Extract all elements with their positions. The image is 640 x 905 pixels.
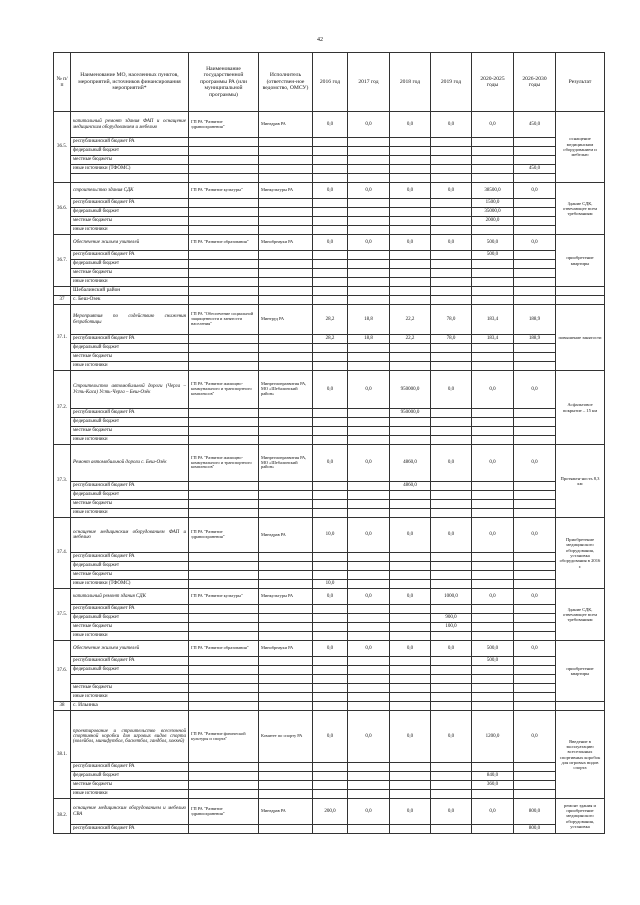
source-label: республиканский бюджет РА — [71, 251, 189, 260]
cell-value: 4860,0 — [390, 482, 431, 491]
executor: Минкультуры РА — [259, 183, 313, 199]
value-2026: 0,0 — [514, 371, 556, 409]
value-2026: 0,0 — [514, 518, 556, 553]
section-title: с. Беш-Озек — [71, 296, 189, 305]
table-row — [54, 641, 605, 657]
measure-name: Обеспечение жильем учителей — [71, 641, 189, 657]
result: Приобретение медицинского оборудования, установка оборудования в 2016 г. — [556, 518, 605, 589]
measure-name: капитальный ремонт здания СДК — [71, 589, 189, 605]
table-row — [54, 763, 605, 772]
value-2020: 0,0 — [472, 799, 514, 825]
program-name: ГП РА "Развитие культуры" — [189, 589, 259, 605]
cell-value: 900,0 — [431, 614, 472, 623]
value-2020: 0,0 — [472, 589, 514, 605]
source-label: федеральный бюджет — [71, 208, 189, 217]
table-row — [54, 482, 605, 491]
value-2017: 0,0 — [348, 641, 390, 657]
table-row — [54, 305, 605, 335]
row-number: 36.6. — [54, 183, 71, 235]
col-2017: 2017 год — [348, 53, 390, 112]
col-num: № п/п — [54, 53, 71, 112]
measure-name: проектирование и строительство всесезонной спортивной коробки для игровых видов спорта (волейбол, минифутбол, баскетбол, гандбол, хоккей) — [71, 711, 189, 763]
value-2018: 0,0 — [390, 799, 431, 825]
district-row — [54, 287, 605, 296]
table-row — [54, 711, 605, 763]
source-label: местные бюджеты — [71, 500, 189, 509]
executor: Минобрнауки РА — [259, 235, 313, 251]
cell-value: 183,4 — [472, 335, 514, 344]
table-row — [54, 418, 605, 427]
col-2020-2025: 2020-2025 годы — [472, 53, 514, 112]
table-row — [54, 657, 605, 666]
table-row — [54, 509, 605, 518]
table-row — [54, 666, 605, 675]
table-row — [54, 208, 605, 217]
value-2017: 0,0 — [348, 589, 390, 605]
table-row — [54, 199, 605, 208]
value-2019: 1000,0 — [431, 589, 472, 605]
measure-name: Мероприятия по содействию снижения безработицы — [71, 305, 189, 335]
measure-name: оснащение медицинским оборудованием ФАП и мебелью — [71, 518, 189, 553]
program-name: ГП РА "Развитие культуры" — [189, 183, 259, 199]
table-row — [54, 226, 605, 235]
table-row — [54, 409, 605, 418]
source-label: федеральный бюджет — [71, 562, 189, 571]
program-name: ГП РА "Развитие жилищно-коммунального и транспортного комплексов" — [189, 445, 259, 482]
value-2020: 183,4 — [472, 305, 514, 335]
value-2017: 0,0 — [348, 445, 390, 482]
value-2018: 0,0 — [390, 112, 431, 138]
source-label: федеральный бюджет — [71, 666, 189, 675]
row-number: 37.6. — [54, 641, 71, 702]
program-table — [53, 52, 605, 834]
cell-value: 450,0 — [514, 165, 556, 174]
source-label: иные источники (ТФОМС) — [71, 580, 189, 589]
program-name: ГП РА "Развитие здравоохранения" — [189, 799, 259, 825]
value-2026: 0,0 — [514, 445, 556, 482]
result: Протяжен-ность 8,3 км — [556, 445, 605, 518]
source-label: иные источники — [71, 790, 189, 799]
table-row — [54, 553, 605, 562]
executor: Минобрнауки РА — [259, 641, 313, 657]
value-2016: 0,0 — [313, 371, 348, 409]
table-row — [54, 278, 605, 287]
table-row — [54, 772, 605, 781]
table-row — [54, 112, 605, 138]
cell-value: 950000,0 — [390, 409, 431, 418]
program-name: ГП РА "Развитие физической культуры и спорта" — [189, 711, 259, 763]
value-2018: 0,0 — [390, 589, 431, 605]
source-label: местные бюджеты — [71, 156, 189, 165]
source-label: республиканский бюджет РА — [71, 335, 189, 344]
table-row — [54, 269, 605, 278]
table-row — [54, 491, 605, 500]
result: приобретение квартиры — [556, 235, 605, 287]
source-label: иные источники — [71, 362, 189, 371]
table-row — [54, 799, 605, 825]
value-2019: 0,0 — [431, 235, 472, 251]
source-label: республиканский бюджет РА — [71, 763, 189, 772]
table-row — [54, 790, 605, 799]
cell-value: 360,0 — [472, 781, 514, 790]
program-name: ГП РА "Развитие жилищно-коммунального и транспортного комплексов" — [189, 371, 259, 409]
value-2018: 22,2 — [390, 305, 431, 335]
cell-value: 500,0 — [472, 251, 514, 260]
cell-value: 840,0 — [472, 772, 514, 781]
value-2019: 0,0 — [431, 183, 472, 199]
value-2020: 0,0 — [472, 518, 514, 553]
cell-value: 22,2 — [390, 335, 431, 344]
value-2016: 0,0 — [313, 445, 348, 482]
value-2019: 0,0 — [431, 641, 472, 657]
value-2017: 0,0 — [348, 711, 390, 763]
district-title: Шебалинский район — [71, 287, 189, 296]
source-label: иные источники — [71, 278, 189, 287]
executor: Минтруд РА — [259, 305, 313, 335]
table-row — [54, 693, 605, 702]
value-2020: 0,0 — [472, 371, 514, 409]
table-row — [54, 445, 605, 482]
value-2016: 0,0 — [313, 711, 348, 763]
program-name: ГП РА "Развитие здравоохранения" — [189, 518, 259, 553]
value-2016: 0,0 — [313, 112, 348, 138]
row-number: 37.1. — [54, 305, 71, 371]
result: приобретение квартиры — [556, 641, 605, 702]
row-number: 36.7. — [54, 235, 71, 287]
row-number: 36.5. — [54, 112, 71, 183]
value-2019: 0,0 — [431, 371, 472, 409]
source-label: местные бюджеты — [71, 217, 189, 226]
result: Здание СДК, отвечающее всем требованиям — [556, 183, 605, 235]
col-name: Наименование МО, населенных пунктов, мероприятий, источников финансирования мероприятий* — [71, 53, 189, 112]
program-name: ГП РА "Развитие образования" — [189, 235, 259, 251]
value-2016: 200,0 — [313, 799, 348, 825]
measure-name: капитальный ремонт здания ФАП и оснащение медицинским оборудованием и мебелью — [71, 112, 189, 138]
source-label: федеральный бюджет — [71, 418, 189, 427]
value-2019: 0,0 — [431, 518, 472, 553]
table-row — [54, 500, 605, 509]
result: Здание СДК, отвечающее всем требованиям — [556, 589, 605, 641]
source-label: местные бюджеты — [71, 353, 189, 362]
table-row — [54, 353, 605, 362]
table-row — [54, 605, 605, 614]
result: оснащение медицинским оборудованием и мебелью — [556, 112, 605, 183]
executor: Минкультуры РА — [259, 589, 313, 605]
source-label: республиканский бюджет РА — [71, 553, 189, 562]
cell-value: 100,0 — [431, 623, 472, 632]
source-label: иные источники — [71, 693, 189, 702]
value-2017: 0,0 — [348, 235, 390, 251]
table-row — [54, 614, 605, 623]
table-row — [54, 371, 605, 409]
source-label: республиканский бюджет РА — [71, 825, 189, 834]
table-row — [54, 260, 605, 269]
value-2017: 0,0 — [348, 518, 390, 553]
table-row — [54, 156, 605, 165]
value-2017: 0,0 — [348, 112, 390, 138]
source-label: федеральный бюджет — [71, 260, 189, 269]
row-number: 38.1. — [54, 711, 71, 799]
table-row — [54, 217, 605, 226]
executor: Минрегионразвития РА, МО «Шебалинский район» — [259, 445, 313, 482]
source-label: местные бюджеты — [71, 781, 189, 790]
result: ремонт здания и приобретение медицинского оборудования, установка — [556, 799, 605, 834]
value-2026: 0,0 — [514, 641, 556, 657]
cell-value: 800,0 — [514, 825, 556, 834]
source-label: иные источники — [71, 509, 189, 518]
value-2026: 0,0 — [514, 711, 556, 763]
measure-name: Ремонт автомобильной дороги с. Беш-Озёк — [71, 445, 189, 482]
table-row — [54, 825, 605, 834]
source-label: иные источники (ТФОМС) — [71, 165, 189, 174]
section-row — [54, 296, 605, 305]
col-2018: 2018 год — [390, 53, 431, 112]
table-row — [54, 623, 605, 632]
value-2018: 0,0 — [390, 183, 431, 199]
table-row — [54, 251, 605, 260]
executor: Минрегионразвития РА, МО «Шебалинский район» — [259, 371, 313, 409]
table-row — [54, 571, 605, 580]
value-2020: 0,0 — [472, 445, 514, 482]
value-2026: 450,0 — [514, 112, 556, 138]
table-row — [54, 675, 605, 684]
table-row — [54, 183, 605, 199]
measure-name: строительство здания СДК — [71, 183, 189, 199]
source-label: республиканский бюджет РА — [71, 605, 189, 614]
source-label: республиканский бюджет РА — [71, 482, 189, 491]
source-label: федеральный бюджет — [71, 344, 189, 353]
table-row — [54, 165, 605, 174]
value-2018: 0,0 — [390, 641, 431, 657]
row-number: 37.3. — [54, 445, 71, 518]
source-label: республиканский бюджет РА — [71, 138, 189, 147]
cell-value: 1500,0 — [472, 199, 514, 208]
table-row — [54, 580, 605, 589]
value-2018: 4860,0 — [390, 445, 431, 482]
cell-value: 18,8 — [348, 335, 390, 344]
section-title: с. Ильинка — [71, 702, 189, 711]
row-number: 38.2. — [54, 799, 71, 834]
section-row — [54, 702, 605, 711]
value-2016: 10,0 — [313, 518, 348, 553]
value-2018: 950000,0 — [390, 371, 431, 409]
source-label: иные источники — [71, 436, 189, 445]
measure-name: оснащение медицинским оборудованием и мебелью СВА — [71, 799, 189, 825]
value-2016: 0,0 — [313, 235, 348, 251]
value-2018: 0,0 — [390, 518, 431, 553]
value-2016: 0,0 — [313, 589, 348, 605]
measure-name: Строительство автомобильной дороги (Чергa – Усть-Каса) Усть-Черга – Беш-Озёк — [71, 371, 189, 409]
value-2016: 0,0 — [313, 641, 348, 657]
row-number: 37.2. — [54, 371, 71, 445]
value-2026: 188,9 — [514, 305, 556, 335]
col-result: Результат — [556, 53, 605, 112]
cell-value: 10,0 — [313, 580, 348, 589]
source-label: республиканский бюджет РА — [71, 409, 189, 418]
value-2018: 0,0 — [390, 235, 431, 251]
row-number: 37.5. — [54, 589, 71, 641]
result: Асфальтовое покрытие – 15 км — [556, 371, 605, 445]
value-2017: 0,0 — [348, 183, 390, 199]
result: повышение занятости — [556, 305, 605, 371]
program-name: ГП РА "Обеспечение социальной защищенности и занятости населения" — [189, 305, 259, 335]
value-2019: 0,0 — [431, 711, 472, 763]
value-2020: 500,0 — [472, 641, 514, 657]
table-row — [54, 436, 605, 445]
section-number: 37 — [54, 296, 71, 305]
program-name: ГП РА "Развитие здравоохранения" — [189, 112, 259, 138]
table-row — [54, 138, 605, 147]
value-2026: 0,0 — [514, 235, 556, 251]
table-row — [54, 781, 605, 790]
cell-value: 35000,0 — [472, 208, 514, 217]
source-label: федеральный бюджет — [71, 772, 189, 781]
value-2016: 0,0 — [313, 183, 348, 199]
value-2019: 0,0 — [431, 112, 472, 138]
value-2017: 0,0 — [348, 799, 390, 825]
source-label: местные бюджеты — [71, 684, 189, 693]
cell-value: 28,2 — [313, 335, 348, 344]
source-label: республиканский бюджет РА — [71, 199, 189, 208]
header-row — [54, 53, 605, 112]
table-row — [54, 174, 605, 183]
table-row — [54, 632, 605, 641]
cell-value: 188,9 — [514, 335, 556, 344]
value-2019: 0,0 — [431, 799, 472, 825]
source-label: федеральный бюджет — [71, 491, 189, 500]
table-row — [54, 235, 605, 251]
col-program: Наименование государственной программы РА (или муниципальной программы) — [189, 53, 259, 112]
table-row — [54, 344, 605, 353]
measure-name: Обеспечение жильем учителей — [71, 235, 189, 251]
value-2026: 0,0 — [514, 183, 556, 199]
cell-value: 78,0 — [431, 335, 472, 344]
value-2020: 38500,0 — [472, 183, 514, 199]
source-label: иные источники — [71, 226, 189, 235]
source-label: иные источники — [71, 632, 189, 641]
value-2020: 1200,0 — [472, 711, 514, 763]
source-label: республиканский бюджет РА — [71, 657, 189, 666]
col-2026-2030: 2026-2030 годы — [514, 53, 556, 112]
source-label: местные бюджеты — [71, 623, 189, 632]
value-2020: 0,0 — [472, 112, 514, 138]
cell-value: 2000,0 — [472, 217, 514, 226]
value-2017: 18,8 — [348, 305, 390, 335]
source-label: местные бюджеты — [71, 571, 189, 580]
cell-value: 500,0 — [472, 657, 514, 666]
section-number: 38 — [54, 702, 71, 711]
table-row — [54, 684, 605, 693]
value-2017: 0,0 — [348, 371, 390, 409]
col-executor: Исполнитель (ответствен-ное ведомство, ОМСУ) — [259, 53, 313, 112]
col-2016: 2016 год — [313, 53, 348, 112]
value-2016: 28,2 — [313, 305, 348, 335]
program-name: ГП РА "Развитие образования" — [189, 641, 259, 657]
table-row — [54, 335, 605, 344]
table-row — [54, 362, 605, 371]
row-number: 37.4. — [54, 518, 71, 589]
table-row — [54, 427, 605, 436]
value-2020: 500,0 — [472, 235, 514, 251]
executor: Минздрав РА — [259, 518, 313, 553]
result: Введение в эксплуатацию всесезонных спортивных коробок для игровых видов спорта — [556, 711, 605, 799]
value-2026: 800,0 — [514, 799, 556, 825]
value-2019: 0,0 — [431, 445, 472, 482]
executor: Комитет по спорту РА — [259, 711, 313, 763]
source-label: местные бюджеты — [71, 427, 189, 436]
col-2019: 2019 год — [431, 53, 472, 112]
table-row — [54, 589, 605, 605]
value-2018: 0,0 — [390, 711, 431, 763]
source-label: федеральный бюджет — [71, 614, 189, 623]
table-row — [54, 562, 605, 571]
executor: Минздрав РА — [259, 799, 313, 825]
table-row — [54, 147, 605, 156]
table-row — [54, 518, 605, 553]
source-label: местные бюджеты — [71, 269, 189, 278]
executor: Минздрав РА — [259, 112, 313, 138]
source-label: федеральный бюджет — [71, 147, 189, 156]
page-number: 42 — [317, 37, 323, 43]
value-2026: 0,0 — [514, 589, 556, 605]
value-2019: 78,0 — [431, 305, 472, 335]
